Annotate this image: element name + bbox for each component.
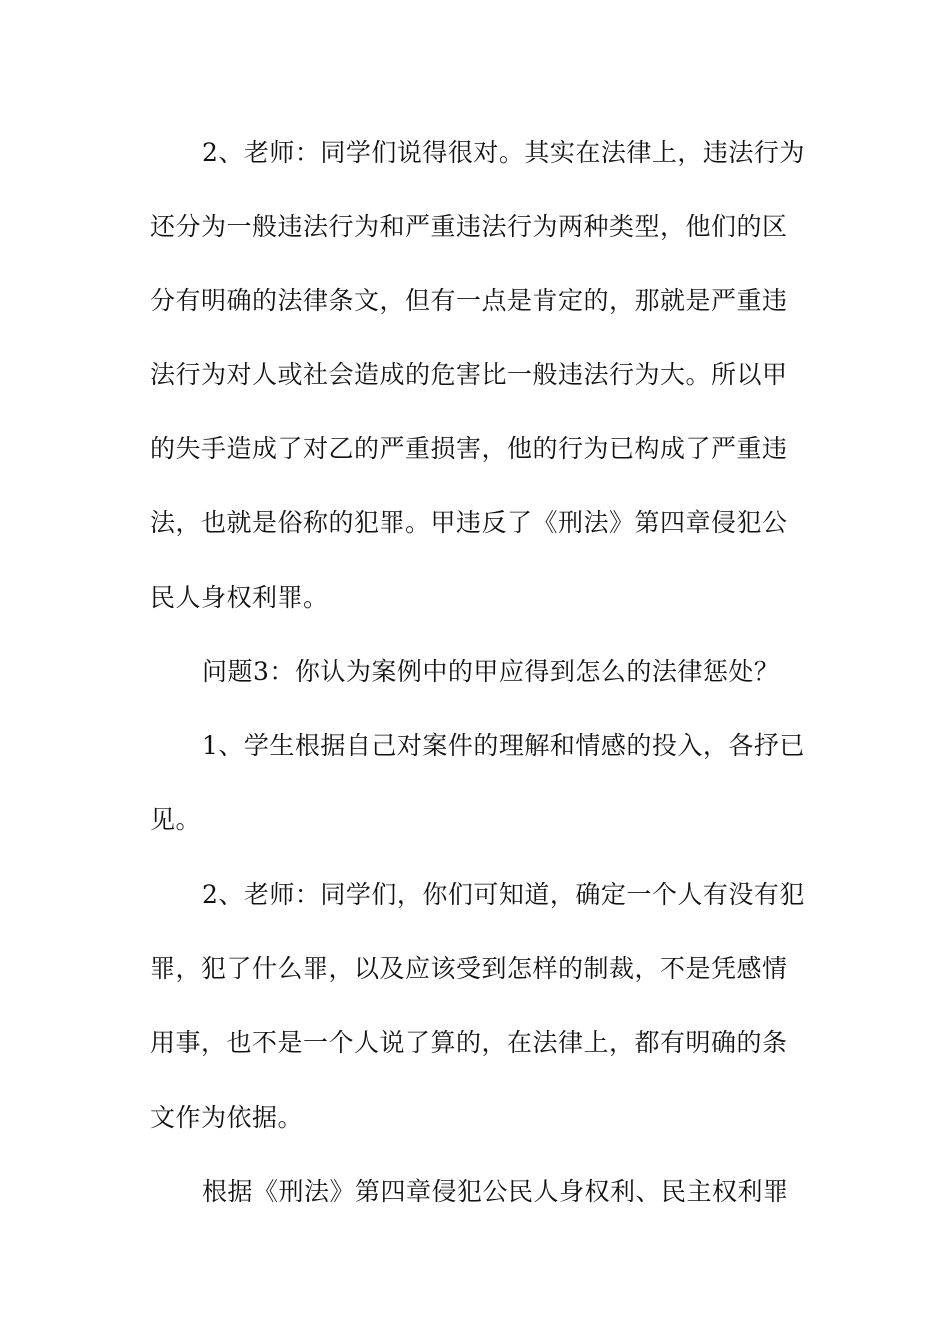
- paragraph-line: 2、老师：同学们说得很对。其实在法律上，违法行为: [202, 138, 805, 167]
- paragraph-line: 的失手造成了对乙的严重损害，他的行为已构成了严重违: [150, 434, 788, 463]
- paragraph-line: 还分为一般违法行为和严重违法行为两种类型，他们的区: [150, 212, 788, 241]
- paragraph-line: 2、老师：同学们，你们可知道，确定一个人有没有犯: [202, 880, 805, 909]
- paragraph-line: 用事，也不是一个人说了算的，在法律上，都有明确的条: [150, 1028, 788, 1057]
- paragraph-line: 见。: [150, 805, 202, 834]
- paragraph-line: 法，也就是俗称的犯罪。甲违反了《刑法》第四章侵犯公: [150, 508, 788, 537]
- paragraph-line: 法行为对人或社会造成的危害比一般违法行为大。所以甲: [150, 360, 788, 389]
- paragraph-line: 罪，犯了什么罪，以及应该受到怎样的制裁，不是凭感情: [150, 954, 788, 983]
- paragraph-line: 1、学生根据自己对案件的理解和情感的投入，各抒已: [202, 731, 805, 760]
- paragraph-line: 分有明确的法律条文，但有一点是肯定的，那就是严重违: [150, 286, 788, 315]
- paragraph-line: 民人身权利罪。: [150, 583, 329, 612]
- paragraph-line: 根据《刑法》第四章侵犯公民人身权利、民主权利罪: [202, 1177, 789, 1206]
- paragraph-line: 文作为依据。: [150, 1103, 304, 1132]
- question-line: 问题3：你认为案例中的甲应得到怎么的法律惩处？: [202, 657, 780, 686]
